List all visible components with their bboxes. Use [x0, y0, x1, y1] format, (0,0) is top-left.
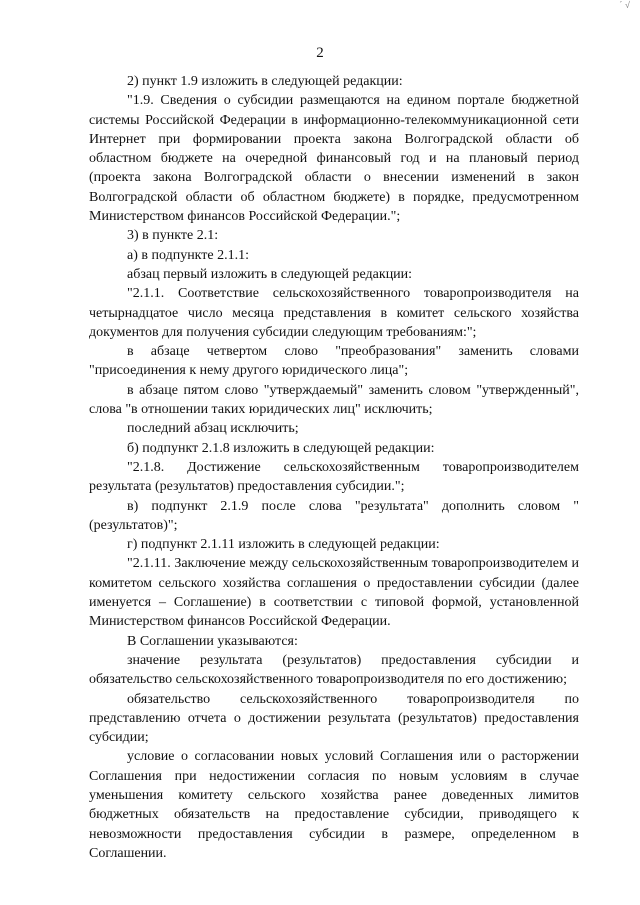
paragraph-subitem-b: б) подпункт 2.1.8 изложить в следующей редакции:: [127, 440, 435, 456]
paragraph-subitem-g: г) подпункт 2.1.11 изложить в следующей редакции:: [127, 537, 440, 553]
paragraph-1-9-text: "1.9. Сведения о субсидии размещаются на едином портале бюджетной системы Российской Федерации в информационно-телекоммуникационной сети Интернет при формировании проекта закона Волгоградской области об областном бюджете на очередной финансовый год и на плановый период (проекта закона Волгоградской области о внесении изменений в закон Волгоградской области об областном бюджете) в порядке, предусмотренном Министерством финансов Российской Федерации.";: [89, 93, 579, 225]
paragraph-abzac-four: в абзаце четвертом слово "преобразования" заменить словами "присоединения к нему другого юридического лица";: [89, 344, 579, 379]
paragraph-report-obligation: обязательство сельскохозяйственного товаропроизводителя по представлению отчета о достижении результата (результатов) предоставления субсидии;: [89, 691, 579, 746]
paragraph-2-1-8-text: "2.1.8. Достижение сельскохозяйственным товаропроизводителем результата (результатов) предоставления субсидии.";: [89, 459, 579, 495]
page-number: 2: [316, 45, 324, 61]
paragraph-abzac-five: в абзаце пятом слово "утверждаемый" заменить словом "утвержденный", слова "в отношении таких юридических лиц" исключить;: [89, 382, 579, 418]
paragraph-2-1-11-text: "2.1.11. Заключение между сельскохозяйственным товаропроизводителем и комитетом сельского хозяйства соглашения о предоставлении субсидии (далее именуется – Соглашение) в соответствии с типовой формой, установленной Министерством финансов Российской Федерации.: [89, 556, 579, 630]
paragraph-item-3-heading: 3) в пункте 2.1:: [127, 228, 219, 244]
paragraph-2-1-1-text: "2.1.1. Соответствие сельскохозяйственного товаропроизводителя на четырнадцатое число месяца представления в комитет сельского хозяйства документов для получения субсидии следующим требованиям:";: [89, 286, 579, 340]
paragraph-agreement-condition: условие о согласовании новых условий Соглашения или о расторжении Соглашения при недостижении согласия по новым условиям в случае уменьшения комитету сельского хозяйства ранее доведенных лимитов бюджетных обязательств на предоставление субсидии, приводящего к невозможности предоставления субсидии в размере, определенном в Соглашении.: [89, 749, 579, 861]
paragraph-last-abzac: последний абзац исключить;: [127, 421, 299, 437]
document-body: [89, 72, 579, 863]
paragraph-first-abzac: абзац первый изложить в следующей редакции:: [127, 266, 413, 282]
paragraph-result-value: значение результата (результатов) предоставления субсидии и обязательство сельскохозяйственного товаропроизводителя по его достижению;: [89, 652, 579, 688]
corner-mark: ´ √: [619, 0, 630, 10]
paragraph-subitem-v: в) подпункт 2.1.9 после слова "результата" дополнить словом "(результатов)";: [89, 498, 579, 533]
paragraph-subitem-a: а) в подпункте 2.1.1:: [127, 247, 250, 263]
paragraph-item-2-heading: 2) пункт 1.9 изложить в следующей редакции:: [127, 74, 403, 89]
paragraph-agreement-intro: В Соглашении указываются:: [127, 633, 298, 649]
